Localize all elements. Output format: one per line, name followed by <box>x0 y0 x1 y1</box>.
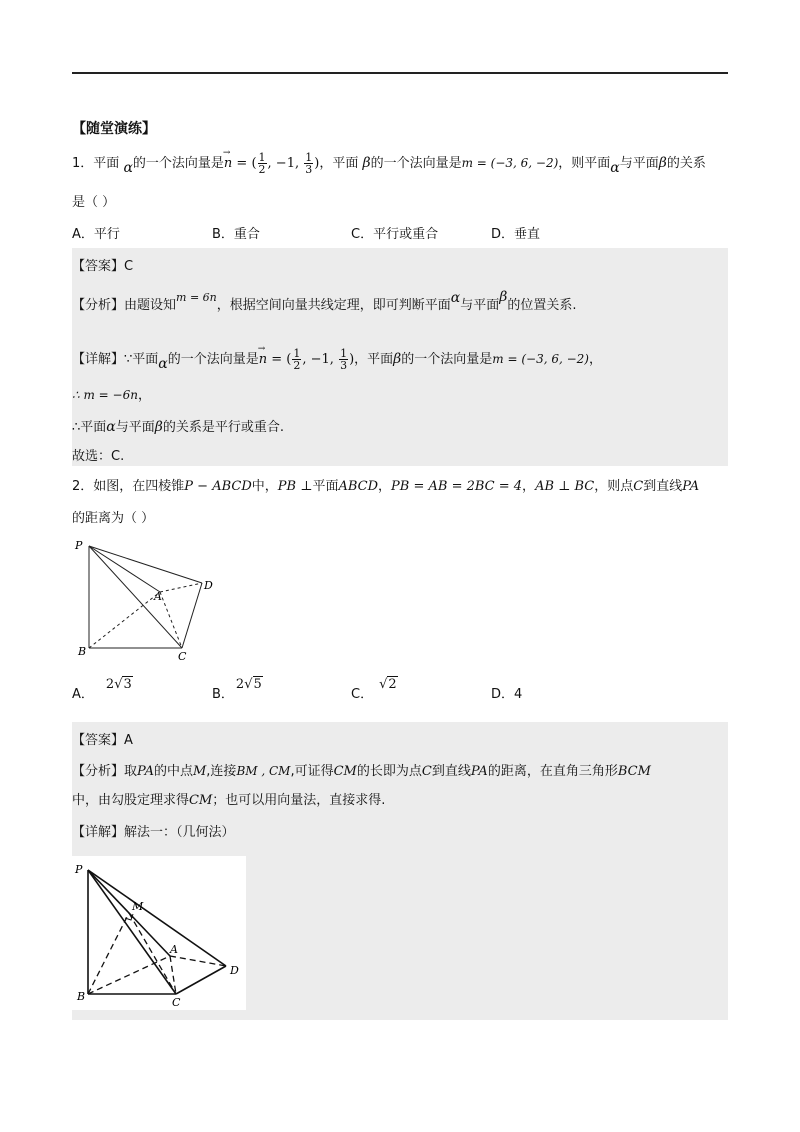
question-2-stem <box>72 478 699 496</box>
math-expr: ABCD <box>338 479 379 494</box>
text: ) <box>349 352 355 367</box>
text: ) <box>314 156 320 171</box>
text: ， <box>588 352 602 367</box>
math-expr: BCM <box>617 764 651 779</box>
math-expr: P − ABCD <box>184 479 252 494</box>
numerator: 1 <box>258 151 266 164</box>
alpha-symbol: α <box>106 419 116 435</box>
choose-1: 故选：C. <box>72 449 125 464</box>
option-d: D．垂直 <box>491 227 541 242</box>
text: , −1, <box>302 352 339 367</box>
text: = ( <box>232 156 257 171</box>
math-expr: PA <box>137 764 154 779</box>
label-b: B <box>77 990 86 1003</box>
text: 的关系是平行或重合. <box>162 420 284 435</box>
math-expr: CM <box>189 793 213 808</box>
option-b: B．重合 <box>212 227 260 242</box>
text: , −1, <box>267 156 304 171</box>
text: 【分析】由题设知 <box>72 298 177 313</box>
beta-symbol: β <box>362 155 371 171</box>
question-1-stem <box>72 152 706 175</box>
math-expr: BM , CM <box>236 764 291 778</box>
label-a: A <box>170 943 178 956</box>
vector-n: → n <box>224 155 232 173</box>
text: ∴平面 <box>72 420 107 435</box>
text: = ( <box>267 352 292 367</box>
text: 平面 <box>93 156 120 171</box>
text: 到直线 <box>431 764 471 779</box>
vector-n: → n <box>259 351 267 369</box>
text: 的一个法向量是 <box>401 352 493 367</box>
math-expr: C <box>633 479 644 494</box>
fraction-third <box>339 348 348 371</box>
alpha-symbol: α <box>158 356 168 372</box>
text: 与平面 <box>115 420 155 435</box>
coefficient: 2 <box>235 677 245 692</box>
text: ,连接 <box>206 764 237 779</box>
label-d: D <box>204 579 213 592</box>
header-rule <box>72 72 728 74</box>
question-1-stem-cont: 是（ ） <box>72 195 116 210</box>
sqrt-expr: 2√5 <box>235 677 262 692</box>
text: 的位置关系. <box>507 298 577 313</box>
denominator: 3 <box>305 163 313 176</box>
q2-option-c <box>351 677 398 704</box>
fraction-third <box>304 152 313 175</box>
text: 的关系 <box>666 156 706 171</box>
numerator: 1 <box>305 151 313 164</box>
option-c: C．平行或重合 <box>351 227 439 242</box>
alpha-symbol: α <box>123 160 133 176</box>
math-expr: PA <box>470 764 488 779</box>
coefficient: 2 <box>105 677 115 692</box>
label-b: B <box>78 645 87 658</box>
question-2-stem-cont: 的距离为（ ） <box>72 511 155 526</box>
answer-1: 【答案】C <box>72 259 134 274</box>
edge-pd <box>88 870 226 966</box>
denominator: 2 <box>258 163 266 176</box>
math-expr: ∴ m = −6n <box>72 388 138 402</box>
text: ，则点 <box>594 479 634 494</box>
text: ， <box>378 479 392 494</box>
vector-m: m = (−3, 6, −2) <box>461 156 559 170</box>
label-c: C <box>172 996 181 1009</box>
edge-ad-dashed <box>160 583 202 592</box>
fraction-half <box>258 152 267 175</box>
math-expr: PB ⊥ <box>277 479 313 494</box>
detail-2: 【详解】解法一：（几何法） <box>72 825 235 840</box>
fraction-half <box>292 348 301 371</box>
option-value: 4 <box>514 687 523 702</box>
sqrt-expr: 2√3 <box>105 677 132 692</box>
text: ，根据空间向量共线定理，即可判断平面 <box>216 298 451 313</box>
figure-2-panel <box>72 856 246 1010</box>
text: ，则平面 <box>558 156 611 171</box>
alpha-symbol: α <box>610 160 620 176</box>
detail-1 <box>72 348 602 371</box>
numerator: 1 <box>293 347 301 360</box>
option-a: A．平行 <box>72 227 120 242</box>
beta-symbol: β <box>499 289 508 305</box>
therefore-1 <box>72 386 151 405</box>
text: 【详解】∵平面 <box>72 352 159 367</box>
text: 中，由勾股定理求得 <box>72 793 190 808</box>
text: 与平面 <box>619 156 659 171</box>
question-number: 1． <box>72 156 94 171</box>
label-p: P <box>75 539 83 552</box>
text: ， <box>137 388 151 403</box>
beta-symbol: β <box>658 155 667 171</box>
therefore-2 <box>72 418 284 437</box>
math-expr: AB ⊥ BC <box>535 479 595 494</box>
edge-ac-dashed <box>170 956 176 994</box>
text: 到直线 <box>643 479 683 494</box>
math-expr: PA <box>682 479 700 494</box>
denominator: 2 <box>293 359 301 372</box>
math-expr: M <box>192 764 207 779</box>
text: 如图，在四棱锥 <box>93 479 185 494</box>
edge-cd <box>176 966 226 994</box>
edge-cm-dashed <box>129 913 176 994</box>
q2-option-b <box>212 677 263 704</box>
answer-2: 【答案】A <box>72 733 133 748</box>
text: 的长即为点 <box>356 764 422 779</box>
edge-bm-dashed <box>88 913 129 994</box>
alpha-symbol: α <box>450 290 461 306</box>
edge-cd <box>182 583 202 648</box>
text: ， <box>522 479 536 494</box>
denominator: 3 <box>340 359 348 372</box>
text: 中， <box>251 479 278 494</box>
beta-symbol: β <box>154 419 163 435</box>
beta-symbol: β <box>393 351 402 367</box>
option-letter: B． <box>212 687 234 702</box>
label-p: P <box>75 863 83 876</box>
sqrt-expr: √2 <box>379 677 397 692</box>
option-letter: A． <box>72 687 94 702</box>
edge-ba-dashed <box>88 956 170 994</box>
text: 平面 <box>312 479 339 494</box>
label-c: C <box>178 650 187 663</box>
text: 的一个法向量是 <box>132 156 224 171</box>
question-number: 2． <box>72 479 94 494</box>
edge-ac-dashed <box>160 592 182 648</box>
math-expr: PB = AB = 2BC = 4 <box>391 479 523 494</box>
math-expr: C <box>421 764 432 779</box>
radicand: 3 <box>123 677 132 692</box>
analysis-2-cont <box>72 792 385 810</box>
edge-ba-dashed <box>89 592 160 648</box>
section-title: 【随堂演练】 <box>72 121 156 137</box>
text: 【分析】取 <box>72 764 138 779</box>
text: ；也可以用向量法，直接求得. <box>212 793 386 808</box>
numerator: 1 <box>340 347 348 360</box>
text: 与平面 <box>460 298 500 313</box>
text: ,可证得 <box>290 764 334 779</box>
math-expr: CM <box>333 764 357 779</box>
text: ，平面 <box>354 352 394 367</box>
analysis-2 <box>72 762 651 781</box>
text: ，平面 <box>319 156 359 171</box>
text: 的一个法向量是 <box>370 156 462 171</box>
pyramid-figure-1 <box>72 536 232 666</box>
text: 的距离，在直角三角形 <box>487 764 618 779</box>
text: 的一个法向量是 <box>167 352 259 367</box>
q2-option-d <box>491 686 522 704</box>
pyramid-figure-2 <box>72 856 246 1010</box>
radicand: 5 <box>253 677 262 692</box>
text: 的中点 <box>153 764 193 779</box>
math-expr: m = 6n <box>176 291 217 304</box>
q2-option-a <box>72 677 133 704</box>
option-letter: C． <box>351 687 374 702</box>
label-a: A <box>154 590 162 603</box>
vector-m: m = (−3, 6, −2) <box>492 352 589 366</box>
radicand: 2 <box>388 677 397 692</box>
option-letter: D． <box>491 687 515 702</box>
edge-pc <box>88 870 176 994</box>
analysis-1 <box>72 289 577 315</box>
label-m: M <box>132 900 144 913</box>
label-d: D <box>230 964 239 977</box>
